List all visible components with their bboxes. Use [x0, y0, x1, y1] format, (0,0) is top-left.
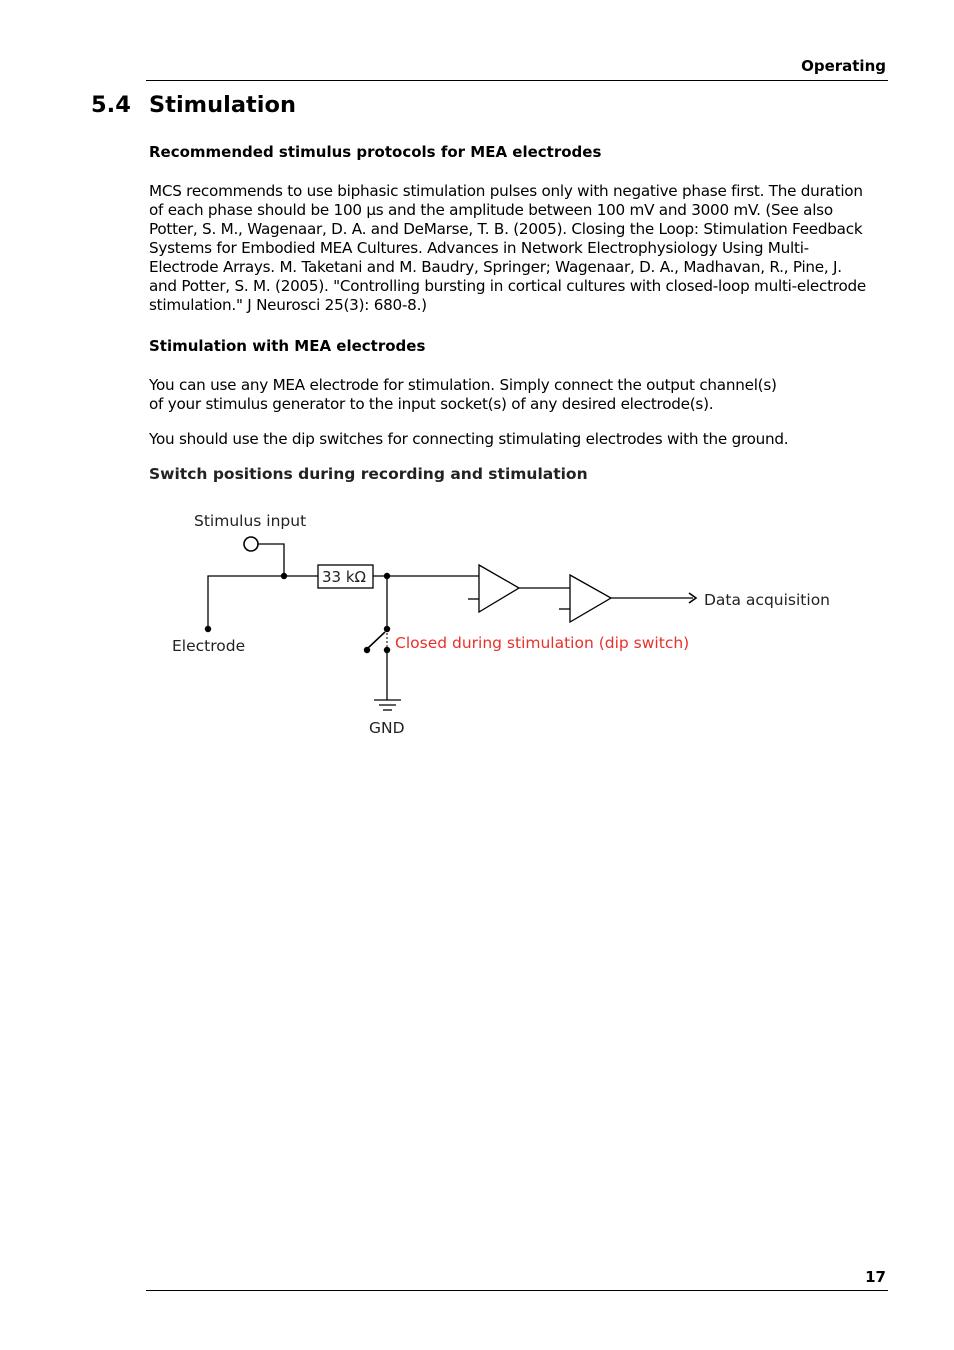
stimulus-input-label: Stimulus input	[194, 512, 307, 530]
text-line: Electrode Arrays. M. Taketani and M. Baudry, Springer; Wagenaar, D. A., Madhavan, R., Pine, J.	[149, 258, 842, 276]
circuit-wires	[208, 537, 696, 710]
subheading-stimulation: Stimulation with MEA electrodes	[149, 337, 426, 355]
switch-contact-dot	[384, 626, 390, 632]
page-number: 17	[865, 1268, 886, 1286]
figure-caption: Switch positions during recording and stimulation	[149, 465, 588, 483]
switch-note-label: Closed during stimulation (dip switch)	[395, 634, 690, 652]
header-section-label: Operating	[801, 57, 886, 75]
junction-dot	[281, 573, 287, 579]
text-line: You can use any MEA electrode for stimulation. Simply connect the output channel(s)	[149, 376, 777, 394]
subheading-protocols: Recommended stimulus protocols for MEA electrodes	[149, 143, 602, 161]
section-number: 5.4	[91, 92, 131, 118]
amplifier-2	[570, 575, 611, 622]
electrode-label: Electrode	[172, 637, 246, 655]
stimulus-input-terminal	[244, 537, 258, 551]
text-line: Systems for Embodied MEA Cultures. Advances in Network Electrophysiology Using Multi-	[149, 239, 809, 257]
circuit-labels	[172, 512, 830, 737]
text-line: of your stimulus generator to the input socket(s) of any desired electrode(s).	[149, 395, 714, 413]
electrode-lead	[208, 576, 284, 628]
text-line: Potter, S. M., Wagenaar, D. A. and DeMarse, T. B. (2005). Closing the Loop: Stimulation Feedback	[149, 220, 863, 238]
text-line: stimulation." J Neurosci 25(3): 680-8.)	[149, 296, 427, 314]
switch-contact-dot	[364, 647, 370, 653]
amplifier-1	[479, 565, 519, 612]
text-line: and Potter, S. M. (2005). "Controlling bursting in cortical cultures with closed-loop multi-electrode	[149, 277, 866, 295]
ground-label: GND	[369, 719, 405, 737]
junction-dot	[384, 573, 390, 579]
text-line: of each phase should be 100 µs and the amplitude between 100 mV and 3000 mV. (See also	[149, 201, 833, 219]
electrode-dot	[205, 626, 211, 632]
section-title: Stimulation	[149, 92, 296, 118]
text-line: You should use the dip switches for connecting stimulating electrodes with the ground.	[149, 430, 789, 448]
resistor-label: 33 kΩ	[322, 568, 367, 586]
footer-rule	[146, 1290, 888, 1291]
data-acquisition-label: Data acquisition	[704, 591, 830, 609]
text-line: MCS recommends to use biphasic stimulation pulses only with negative phase first. The duration	[149, 182, 863, 200]
stimulus-lead	[258, 544, 284, 576]
dip-switch-lever	[367, 632, 385, 649]
switch-contact-dot	[384, 647, 390, 653]
